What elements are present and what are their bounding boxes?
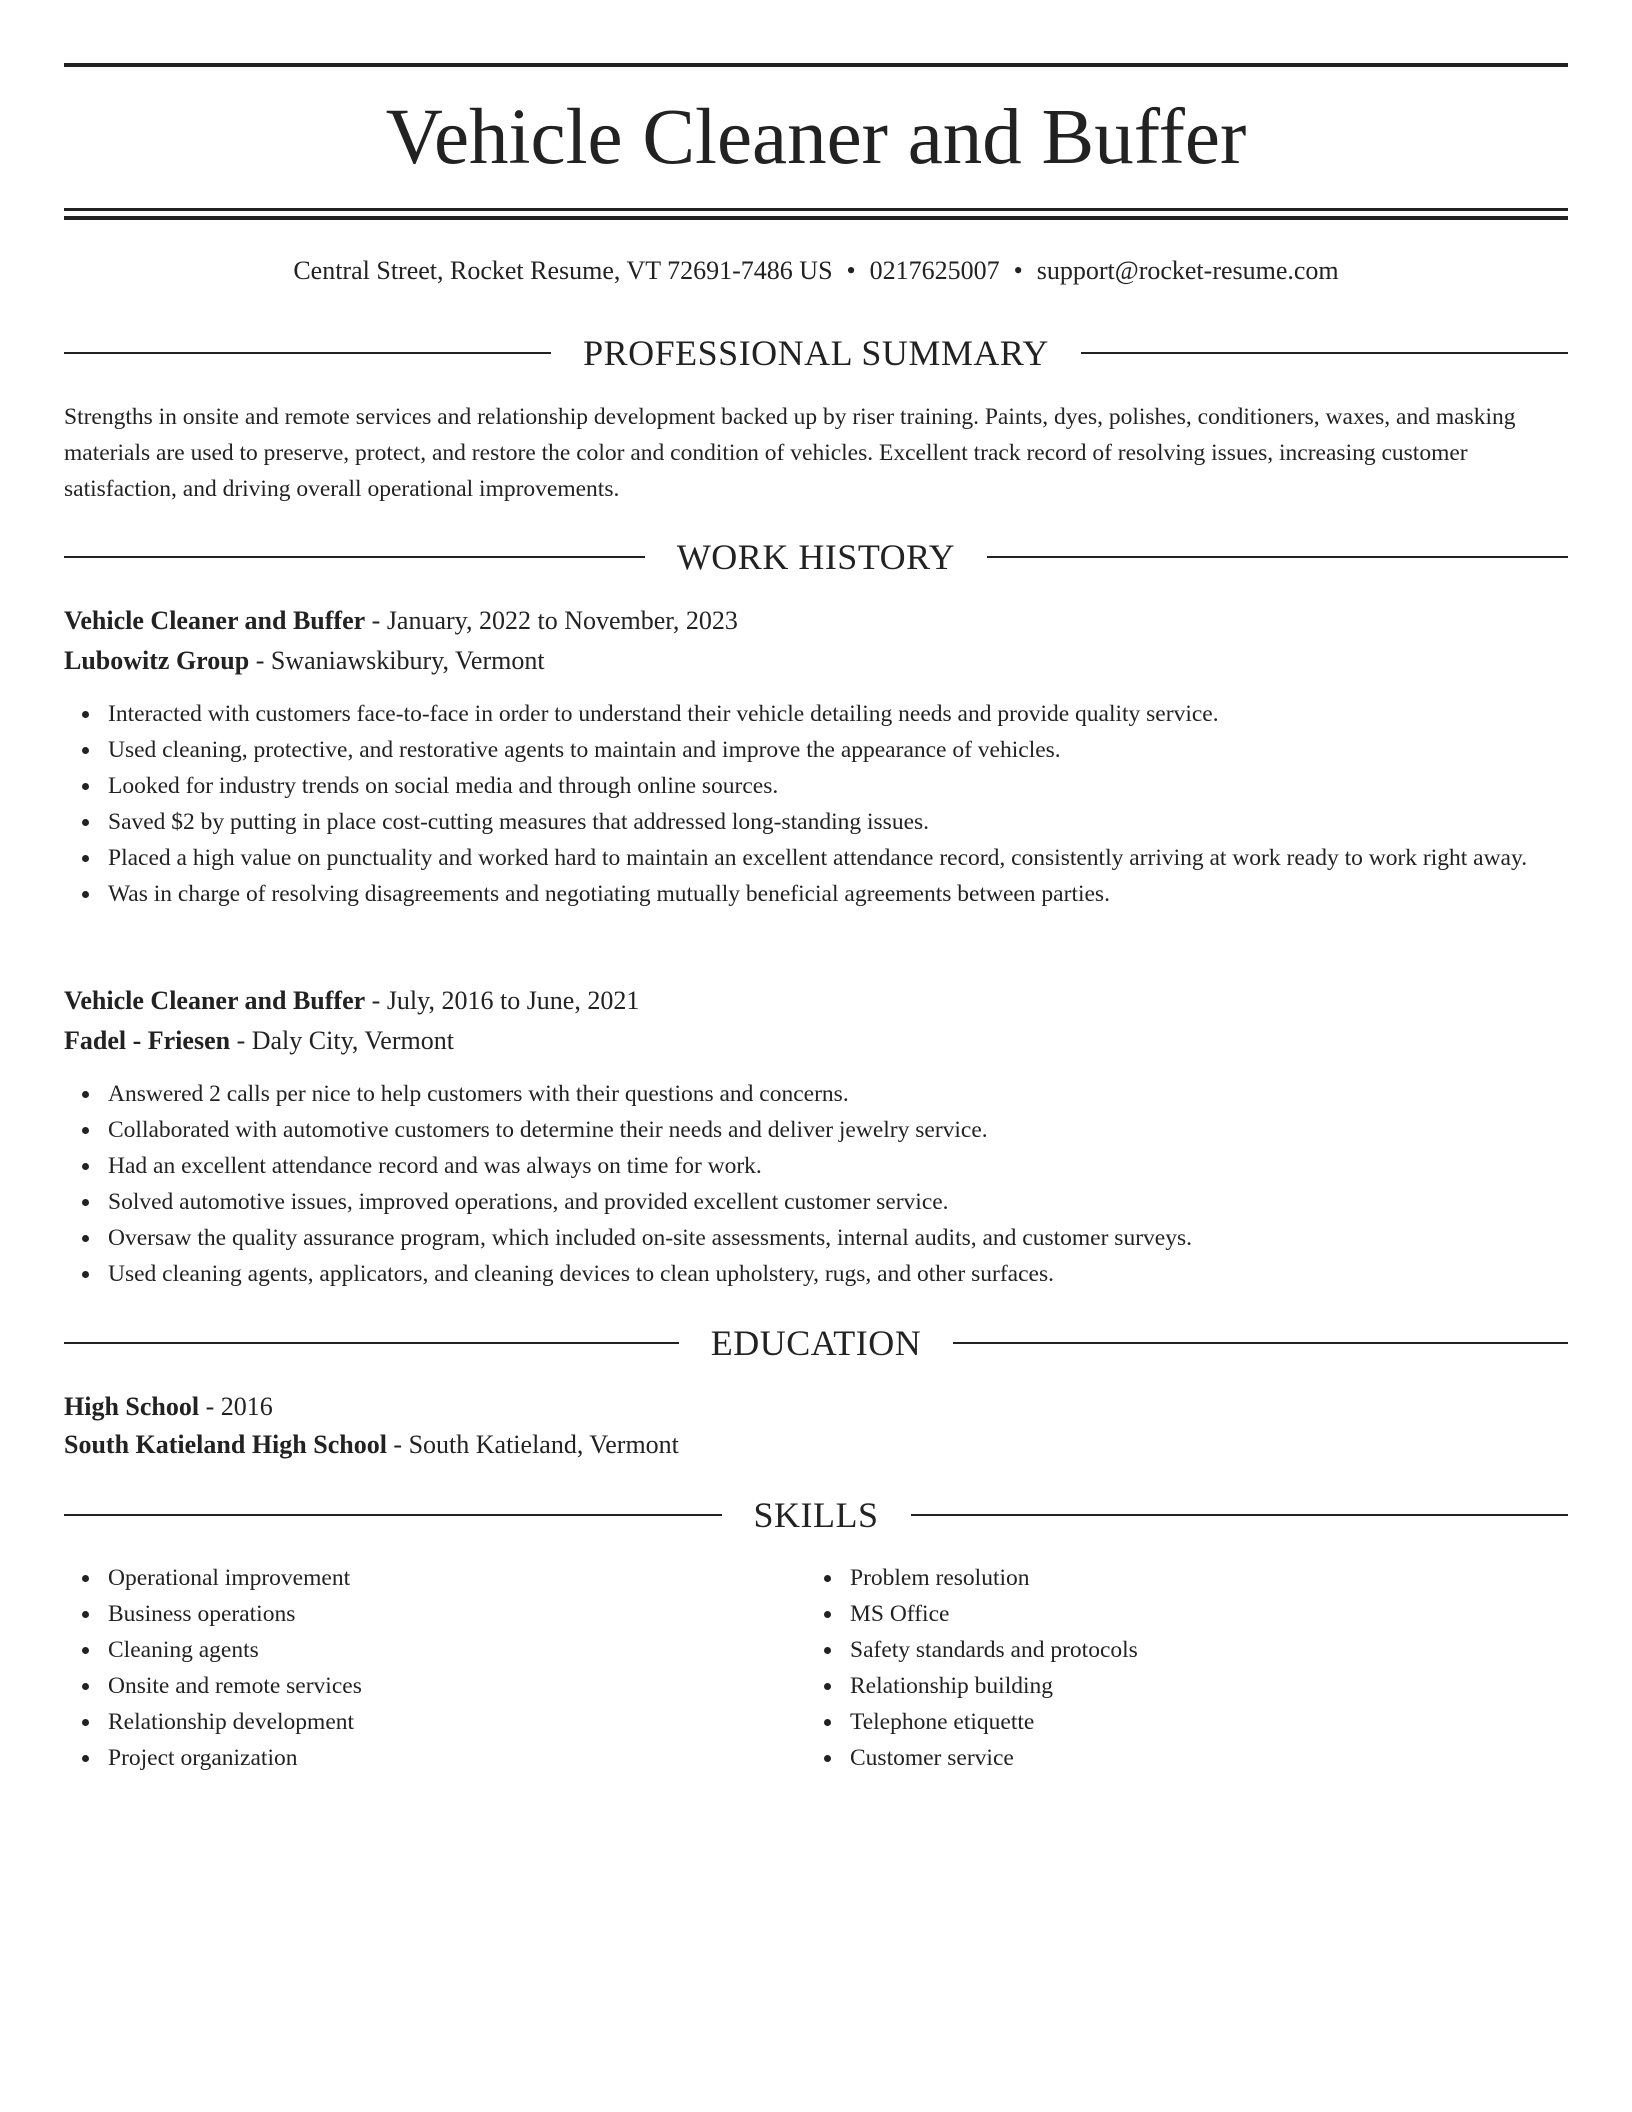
skill-item: MS Office bbox=[850, 1596, 1550, 1632]
job-location: - Swaniawskibury, Vermont bbox=[249, 646, 545, 675]
list-item: Collaborated with automotive customers to determine their needs and deliver jewelry service. bbox=[108, 1112, 1612, 1148]
education-degree-line bbox=[64, 1387, 1568, 1427]
education-section-heading bbox=[64, 1320, 1568, 1366]
contact-separator: • bbox=[846, 256, 856, 285]
list-item: Interacted with customers face-to-face in order to understand their vehicle detailing needs and provide quality service. bbox=[108, 696, 1612, 732]
heading-rule-left bbox=[64, 556, 645, 558]
job-location: - Daly City, Vermont bbox=[230, 1026, 454, 1055]
header-top-rule bbox=[64, 63, 1568, 67]
list-item: Used cleaning agents, applicators, and cleaning devices to clean upholstery, rugs, and other surfaces. bbox=[108, 1256, 1612, 1292]
candidate-name: Vehicle Cleaner and Buffer bbox=[385, 94, 1247, 181]
list-item: Had an excellent attendance record and was always on time for work. bbox=[108, 1148, 1612, 1184]
skill-item: Project organization bbox=[108, 1740, 808, 1776]
job-company: Lubowitz Group bbox=[64, 646, 250, 675]
skill-item: Onsite and remote services bbox=[108, 1668, 808, 1704]
skill-item: Relationship development bbox=[108, 1704, 808, 1740]
education-year: - 2016 bbox=[199, 1392, 273, 1421]
job-title: Vehicle Cleaner and Buffer bbox=[64, 606, 366, 635]
job-dates: - January, 2022 to November, 2023 bbox=[365, 606, 738, 635]
summary-text: Strengths in onsite and remote services and relationship development backed up by riser training. Paints, dyes, polishes, conditioners, waxes, and masking materials are used to preserve, protect, and restore the color and condition of vehicles. Excellent track record of resolving issues, increasing customer satisfaction, and driving overall operational improvements. bbox=[64, 404, 1516, 502]
contact-address: Central Street, Rocket Resume, VT 72691-7486 US bbox=[293, 256, 833, 285]
header-bottom-rule-upper bbox=[64, 208, 1568, 211]
job-title-line bbox=[64, 601, 1568, 641]
skills-heading: SKILLS bbox=[753, 1495, 879, 1535]
list-item: Oversaw the quality assurance program, which included on-site assessments, internal audits, and customer surveys. bbox=[108, 1220, 1612, 1256]
skill-item: Operational improvement bbox=[108, 1560, 808, 1596]
work-heading: WORK HISTORY bbox=[676, 537, 956, 577]
contact-line bbox=[64, 254, 1568, 288]
header-bottom-rule-lower bbox=[64, 216, 1568, 220]
skill-item: Telephone etiquette bbox=[850, 1704, 1550, 1740]
heading-rule-left bbox=[64, 1342, 679, 1344]
education-degree: High School bbox=[64, 1392, 200, 1421]
list-item: Looked for industry trends on social media and through online sources. bbox=[108, 768, 1612, 804]
education-school-line bbox=[64, 1425, 1568, 1465]
heading-rule-right bbox=[953, 1342, 1568, 1344]
job-bullets bbox=[64, 696, 1612, 912]
job-title-line bbox=[64, 981, 1568, 1021]
list-item: Was in charge of resolving disagreements and negotiating mutually beneficial agreements between parties. bbox=[108, 876, 1612, 912]
contact-phone: 0217625007 bbox=[869, 256, 1000, 285]
list-item: Solved automotive issues, improved operations, and provided excellent customer service. bbox=[108, 1184, 1612, 1220]
skill-item: Safety standards and protocols bbox=[850, 1632, 1550, 1668]
heading-rule-left bbox=[64, 1514, 722, 1516]
skill-item: Cleaning agents bbox=[108, 1632, 808, 1668]
job-company-line bbox=[64, 1021, 1568, 1061]
job-title: Vehicle Cleaner and Buffer bbox=[64, 986, 366, 1015]
skills-list-right bbox=[806, 1560, 1550, 1776]
skill-item: Business operations bbox=[108, 1596, 808, 1632]
education-heading: EDUCATION bbox=[710, 1323, 922, 1363]
job-company: Fadel - Friesen bbox=[64, 1026, 231, 1055]
work-section-heading bbox=[64, 534, 1568, 580]
heading-rule-right bbox=[987, 556, 1568, 558]
list-item: Saved $2 by putting in place cost-cutting measures that addressed long-standing issues. bbox=[108, 804, 1612, 840]
skill-item: Relationship building bbox=[850, 1668, 1550, 1704]
heading-rule-right bbox=[1081, 352, 1568, 354]
job-bullets bbox=[64, 1076, 1612, 1292]
education-location: - South Katieland, Vermont bbox=[386, 1430, 679, 1459]
heading-rule-right bbox=[911, 1514, 1569, 1516]
list-item: Used cleaning, protective, and restorative agents to maintain and improve the appearance of vehicles. bbox=[108, 732, 1612, 768]
job-company-line bbox=[64, 641, 1568, 681]
education-school: South Katieland High School bbox=[64, 1430, 387, 1459]
job-dates: - July, 2016 to June, 2021 bbox=[365, 986, 640, 1015]
skill-item: Customer service bbox=[850, 1740, 1550, 1776]
list-item: Answered 2 calls per nice to help customers with their questions and concerns. bbox=[108, 1076, 1612, 1112]
skills-list-left bbox=[64, 1560, 808, 1776]
list-item: Placed a high value on punctuality and worked hard to maintain an excellent attendance record, consistently arriving at work ready to work right away. bbox=[108, 840, 1612, 876]
contact-email: support@rocket-resume.com bbox=[1036, 256, 1339, 285]
summary-section-heading bbox=[64, 330, 1568, 376]
heading-rule-left bbox=[64, 352, 551, 354]
summary-heading: PROFESSIONAL SUMMARY bbox=[583, 333, 1049, 373]
contact-separator: • bbox=[1013, 256, 1023, 285]
skill-item: Problem resolution bbox=[850, 1560, 1550, 1596]
skills-section-heading bbox=[64, 1492, 1568, 1538]
